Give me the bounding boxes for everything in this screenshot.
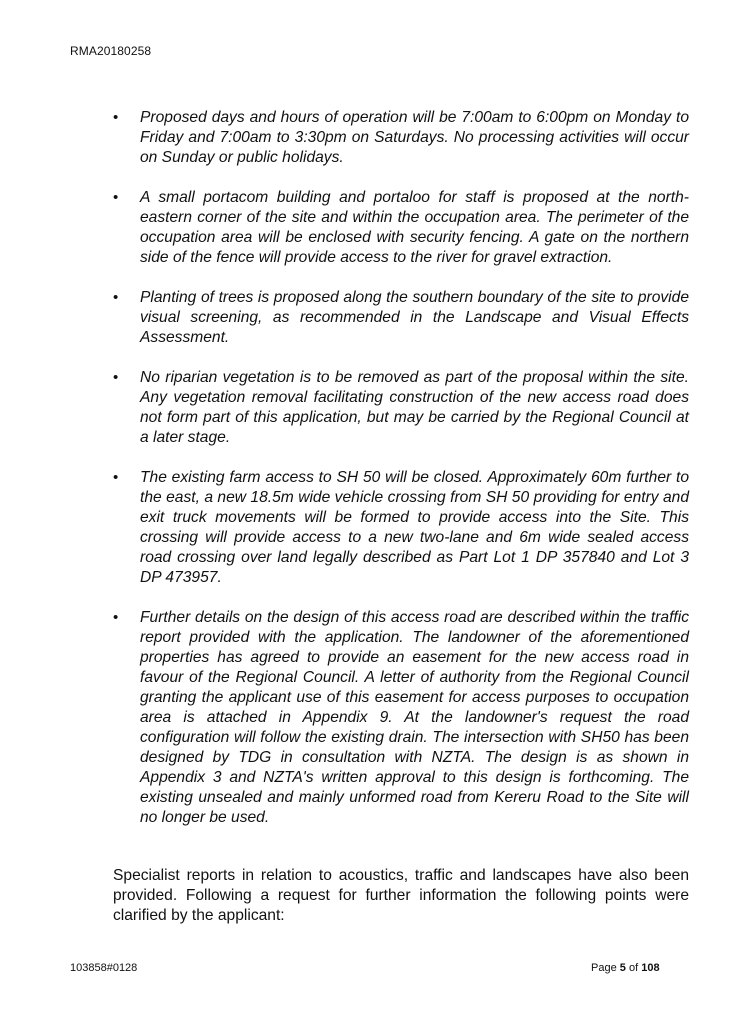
footer-document-id: 103858#0128 xyxy=(70,962,138,974)
bullet-item: • The existing farm access to SH 50 will be closed. Approximately 60m further to the east, a new 18.5m wide vehicle crossing from SH 50 providing for entry and exit truck movements will be formed to provide access into the Site. This crossing will provide access to a new two-lane and 6m wide sealed access road crossing over land legally described as Part Lot 1 DP 357840 and Lot 3 DP 473957. xyxy=(107,468,689,588)
bullet-list xyxy=(107,108,689,848)
document-reference: RMA20180258 xyxy=(70,44,152,58)
footer-page-number xyxy=(591,962,660,974)
page-current: 5 xyxy=(619,962,626,974)
closing-paragraph: Specialist reports in relation to acoustics, traffic and landscapes have also been provided. Following a request for further information the following points were clarified by the applicant: xyxy=(113,867,689,924)
bullet-item: • Planting of trees is proposed along the southern boundary of the site to provide visual screening, as recommended in the Landscape and Visual Effects Assessment. xyxy=(107,288,689,348)
bullet-item: • No riparian vegetation is to be removed as part of the proposal within the site. Any vegetation removal facilitating construction of the new access road does not form part of this application, but may be carried by the Regional Council at a later stage. xyxy=(107,368,689,448)
page-of: of xyxy=(628,962,639,974)
page-total: 108 xyxy=(641,962,660,974)
bullet-item: • Proposed days and hours of operation will be 7:00am to 6:00pm on Monday to Friday and 7:00am to 3:30pm on Saturdays. No processing activities will occur on Sunday or public holidays. xyxy=(107,108,689,168)
page-label: Page xyxy=(591,962,617,974)
bullet-item: • Further details on the design of this access road are described within the traffic report provided with the application. The landowner of the aforementioned properties has agreed to provide an easement for the new access road in favour of the Regional Council. A letter of authority from the Regional Council granting the applicant use of this easement for access purposes to occupation area is attached in Appendix 9. At the landowner's request the road configuration will follow the existing drain. The intersection with SH50 has been designed by TDG in consultation with NZTA. The design is as shown in Appendix 3 and NZTA's written approval to this design is forthcoming. The existing unsealed and mainly unformed road from Kereru Road to the Site will no longer be used. xyxy=(107,608,689,828)
bullet-item: • A small portacom building and portaloo for staff is proposed at the north-eastern corner of the site and within the occupation area. The perimeter of the occupation area will be enclosed with security fencing. A gate on the northern side of the fence will provide access to the river for gravel extraction. xyxy=(107,188,689,268)
